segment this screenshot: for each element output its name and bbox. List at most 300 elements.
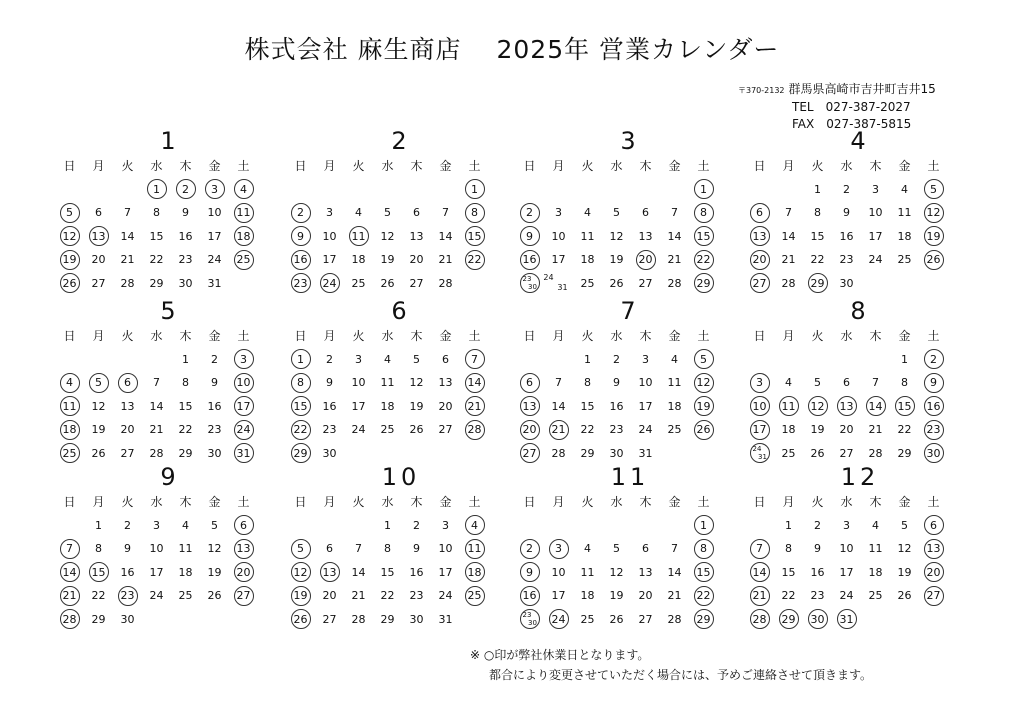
weekday-header: 火 xyxy=(121,495,134,510)
day-number: 6 xyxy=(843,376,850,390)
day-number: 4 xyxy=(872,518,879,532)
day-number: 16 xyxy=(120,565,135,579)
day-cell xyxy=(745,201,774,225)
holiday-mark: 5 xyxy=(694,349,714,369)
day-number: 15 xyxy=(178,399,193,413)
day-cell xyxy=(544,225,573,249)
weekday-header: 日 xyxy=(523,329,536,344)
day-cell xyxy=(774,537,803,561)
day-number: 26 xyxy=(810,446,825,460)
day-cell xyxy=(171,537,200,561)
day-number: 31 xyxy=(207,276,222,290)
holiday-mark: 15 xyxy=(694,226,714,246)
day-cell xyxy=(919,178,948,202)
day-cell xyxy=(803,178,832,202)
weekday-header: 火 xyxy=(352,329,365,344)
day-number: 7 xyxy=(355,542,362,556)
holiday-mark: 6 xyxy=(520,373,540,393)
day-number: 1 xyxy=(785,518,792,532)
day-cell xyxy=(861,178,890,202)
day-number: 2 xyxy=(814,518,821,532)
weekday-header: 月 xyxy=(323,495,336,510)
day-cell xyxy=(229,248,258,272)
day-cell xyxy=(774,272,803,296)
day-cell xyxy=(286,248,315,272)
day-number: 11 xyxy=(380,376,395,390)
day-cell xyxy=(431,248,460,272)
day-number: 21 xyxy=(120,253,135,267)
day-cell xyxy=(113,584,142,608)
day-number: 28 xyxy=(438,276,453,290)
day-number: 14 xyxy=(120,229,135,243)
day-number: 17 xyxy=(351,399,366,413)
empty-cell xyxy=(660,514,689,538)
holiday-mark: 6 xyxy=(750,203,770,223)
day-number: 23 xyxy=(409,589,424,603)
holiday-mark: 9 xyxy=(924,373,944,393)
empty-cell xyxy=(113,178,142,202)
day-number: 18 xyxy=(897,229,912,243)
day-cell xyxy=(689,395,718,419)
month-number: 1 xyxy=(160,127,180,155)
holiday-mark: 20 xyxy=(234,562,254,582)
day-cell xyxy=(200,348,229,372)
empty-cell xyxy=(373,178,402,202)
day-number: 14 xyxy=(667,229,682,243)
holiday-mark: 1 xyxy=(694,515,714,535)
day-cell xyxy=(344,248,373,272)
holiday-mark: 22 xyxy=(291,420,311,440)
day-cell xyxy=(803,537,832,561)
day-number: 6 xyxy=(642,542,649,556)
weekday-header: 木 xyxy=(639,159,652,174)
holiday-mark: 15 xyxy=(291,396,311,416)
day-cell xyxy=(113,561,142,585)
holiday-mark: 13 xyxy=(89,226,109,246)
weekday-header: 土 xyxy=(927,329,940,344)
day-number: 3 xyxy=(843,518,850,532)
empty-cell xyxy=(55,348,84,372)
day-number: 3 xyxy=(642,352,649,366)
day-number: 16 xyxy=(839,229,854,243)
day-number: 18 xyxy=(178,565,193,579)
day-cell xyxy=(373,225,402,249)
day-number: 22 xyxy=(781,589,796,603)
day-cell xyxy=(402,584,431,608)
day-number: 15 xyxy=(580,399,595,413)
day-number: 12 xyxy=(609,565,624,579)
weekday-header: 土 xyxy=(468,159,481,174)
weekday-header: 土 xyxy=(468,329,481,344)
day-cell xyxy=(631,348,660,372)
holiday-mark: 27 xyxy=(924,586,944,606)
holiday-mark: 15 xyxy=(89,562,109,582)
day-cell xyxy=(602,248,631,272)
day-number: 22 xyxy=(810,253,825,267)
day-number: 24 xyxy=(638,423,653,437)
day-cell xyxy=(431,225,460,249)
holiday-mark: 21 xyxy=(750,586,770,606)
empty-cell xyxy=(84,178,113,202)
day-cell xyxy=(689,584,718,608)
day-cell xyxy=(602,584,631,608)
month-number: 11 xyxy=(610,463,650,491)
weekday-header: 日 xyxy=(63,159,76,174)
day-cell xyxy=(745,608,774,632)
day-number: 14 xyxy=(149,399,164,413)
day-number: 16 xyxy=(609,399,624,413)
day-cell xyxy=(890,178,919,202)
day-number: 2 xyxy=(326,352,333,366)
empty-cell xyxy=(861,348,890,372)
holiday-mark: 24 xyxy=(549,609,569,629)
day-cell xyxy=(315,371,344,395)
empty-cell xyxy=(515,514,544,538)
day-number: 19 xyxy=(409,399,424,413)
day-cell xyxy=(890,395,919,419)
day-number: 13 xyxy=(638,229,653,243)
day-number: 14 xyxy=(781,229,796,243)
weekday-header: 月 xyxy=(552,159,565,174)
day-cell xyxy=(142,395,171,419)
day-number: 9 xyxy=(413,542,420,556)
day-cell xyxy=(689,418,718,442)
day-cell xyxy=(515,201,544,225)
holiday-mark: 14 xyxy=(866,396,886,416)
day-cell xyxy=(544,561,573,585)
day-cell xyxy=(803,514,832,538)
empty-cell xyxy=(745,178,774,202)
day-cell xyxy=(861,584,890,608)
day-cell xyxy=(200,371,229,395)
holiday-mark: 8 xyxy=(694,203,714,223)
day-cell xyxy=(431,537,460,561)
day-cell xyxy=(200,537,229,561)
holiday-mark: 3 xyxy=(205,179,225,199)
day-number: 17 xyxy=(839,565,854,579)
day-cell xyxy=(200,395,229,419)
holiday-mark: 29 xyxy=(694,609,714,629)
day-cell xyxy=(315,561,344,585)
holiday-mark: 13 xyxy=(750,226,770,246)
day-number: 31 xyxy=(638,446,653,460)
empty-cell xyxy=(660,178,689,202)
day-cell xyxy=(171,248,200,272)
weekday-header: 水 xyxy=(150,159,163,174)
day-cell xyxy=(373,584,402,608)
day-cell xyxy=(315,395,344,419)
day-cell xyxy=(890,418,919,442)
day-cell xyxy=(573,272,602,296)
holiday-mark: 24 31 xyxy=(750,443,770,463)
holiday-mark: 4 xyxy=(234,179,254,199)
month-grid xyxy=(55,154,258,295)
day-cell xyxy=(171,272,200,296)
day-number: 23 xyxy=(178,253,193,267)
day-number: 27 xyxy=(322,612,337,626)
day-cell xyxy=(602,561,631,585)
day-number: 1 xyxy=(95,518,102,532)
day-cell xyxy=(460,178,489,202)
holiday-mark: 11 xyxy=(234,203,254,223)
day-cell xyxy=(229,537,258,561)
holiday-mark: 29 xyxy=(291,443,311,463)
day-cell xyxy=(402,514,431,538)
day-cell xyxy=(515,395,544,419)
day-number: 2 xyxy=(124,518,131,532)
holiday-mark: 12 xyxy=(924,203,944,223)
day-number: 17 xyxy=(638,399,653,413)
day-cell xyxy=(631,371,660,395)
holiday-mark: 31 xyxy=(234,443,254,463)
day-number: 25 xyxy=(351,276,366,290)
day-cell xyxy=(55,561,84,585)
month-grid xyxy=(286,324,489,465)
day-cell xyxy=(919,395,948,419)
holiday-mark: 19 xyxy=(694,396,714,416)
holiday-mark: 28 xyxy=(750,609,770,629)
day-cell xyxy=(142,537,171,561)
day-number: 9 xyxy=(211,376,218,390)
day-number: 17 xyxy=(322,253,337,267)
day-number: 29 xyxy=(178,446,193,460)
holiday-mark: 8 xyxy=(465,203,485,223)
day-number: 16 xyxy=(322,399,337,413)
day-number: 28 xyxy=(120,276,135,290)
holiday-mark: 11 xyxy=(465,539,485,559)
day-number: 15 xyxy=(810,229,825,243)
day-number: 3 xyxy=(326,206,333,220)
holiday-mark: 6 xyxy=(234,515,254,535)
day-cell xyxy=(171,584,200,608)
day-number: 16 xyxy=(178,229,193,243)
day-number: 11 xyxy=(868,542,883,556)
day-cell xyxy=(689,348,718,372)
day-number: 9 xyxy=(124,542,131,556)
day-number: 6 xyxy=(642,206,649,220)
day-cell xyxy=(602,272,631,296)
day-cell xyxy=(745,371,774,395)
day-cell xyxy=(832,584,861,608)
weekday-header: 土 xyxy=(697,329,710,344)
month-number: 8 xyxy=(850,297,870,325)
day-number: 7 xyxy=(785,206,792,220)
empty-cell xyxy=(113,348,142,372)
empty-cell xyxy=(431,178,460,202)
weekday-header: 日 xyxy=(63,329,76,344)
day-cell xyxy=(689,514,718,538)
day-cell xyxy=(602,348,631,372)
day-cell xyxy=(315,418,344,442)
holiday-mark: 25 xyxy=(234,250,254,270)
day-number: 16 xyxy=(207,399,222,413)
empty-cell xyxy=(544,178,573,202)
weekday-header: 日 xyxy=(294,159,307,174)
day-number: 10 xyxy=(638,376,653,390)
day-number: 10 xyxy=(868,206,883,220)
day-cell xyxy=(286,442,315,466)
day-number: 25 xyxy=(178,589,193,603)
day-number: 27 xyxy=(409,276,424,290)
day-cell xyxy=(544,248,573,272)
day-cell xyxy=(544,418,573,442)
month-grid xyxy=(515,324,718,465)
day-cell xyxy=(745,418,774,442)
day-cell xyxy=(660,371,689,395)
day-cell xyxy=(890,201,919,225)
day-number: 3 xyxy=(355,352,362,366)
day-number: 9 xyxy=(326,376,333,390)
day-cell xyxy=(890,561,919,585)
day-cell xyxy=(832,371,861,395)
day-cell xyxy=(315,584,344,608)
day-cell xyxy=(55,201,84,225)
day-cell xyxy=(602,201,631,225)
day-number: 22 xyxy=(91,589,106,603)
day-cell xyxy=(890,537,919,561)
holiday-mark: 13 xyxy=(234,539,254,559)
holiday-mark: 10 xyxy=(750,396,770,416)
day-cell xyxy=(745,584,774,608)
day-cell xyxy=(832,537,861,561)
day-number: 10 xyxy=(322,229,337,243)
day-number: 7 xyxy=(671,542,678,556)
day-number: 17 xyxy=(551,589,566,603)
day-cell xyxy=(431,561,460,585)
day-number: 23 xyxy=(839,253,854,267)
weekday-header: 火 xyxy=(811,159,824,174)
weekday-header: 木 xyxy=(410,159,423,174)
day-cell xyxy=(84,608,113,632)
day-cell xyxy=(919,514,948,538)
weekday-header: 水 xyxy=(610,495,623,510)
day-cell xyxy=(460,514,489,538)
day-cell xyxy=(832,272,861,296)
day-cell xyxy=(631,201,660,225)
day-cell xyxy=(573,395,602,419)
day-cell xyxy=(660,248,689,272)
holiday-mark: 13 xyxy=(320,562,340,582)
holiday-mark: 19 xyxy=(60,250,80,270)
day-cell xyxy=(460,537,489,561)
day-cell xyxy=(774,418,803,442)
day-number: 6 xyxy=(413,206,420,220)
day-cell xyxy=(286,418,315,442)
day-cell xyxy=(229,225,258,249)
holiday-mark: 8 xyxy=(291,373,311,393)
holiday-mark: 29 xyxy=(808,273,828,293)
day-number: 3 xyxy=(153,518,160,532)
day-cell xyxy=(171,514,200,538)
day-number: 20 xyxy=(409,253,424,267)
holiday-mark: 7 xyxy=(465,349,485,369)
day-cell xyxy=(402,608,431,632)
day-cell xyxy=(919,418,948,442)
day-cell xyxy=(55,608,84,632)
day-cell xyxy=(890,348,919,372)
day-cell xyxy=(113,395,142,419)
day-cell xyxy=(229,584,258,608)
empty-cell xyxy=(286,514,315,538)
holiday-mark: 31 xyxy=(837,609,857,629)
day-cell xyxy=(832,178,861,202)
day-cell xyxy=(373,608,402,632)
day-cell xyxy=(602,395,631,419)
weekday-header: 水 xyxy=(381,495,394,510)
day-number: 7 xyxy=(555,376,562,390)
day-number: 19 xyxy=(91,423,106,437)
empty-cell xyxy=(602,514,631,538)
day-cell xyxy=(774,514,803,538)
day-number: 7 xyxy=(153,376,160,390)
empty-cell xyxy=(631,178,660,202)
day-cell xyxy=(373,395,402,419)
day-number: 30 xyxy=(207,446,222,460)
day-cell xyxy=(689,248,718,272)
holiday-mark: 6 xyxy=(118,373,138,393)
day-number: 4 xyxy=(584,542,591,556)
day-cell xyxy=(861,561,890,585)
day-number: 7 xyxy=(124,206,131,220)
holiday-mark: 1 xyxy=(465,179,485,199)
holiday-mark: 28 xyxy=(465,420,485,440)
day-number: 18 xyxy=(580,253,595,267)
day-number: 29 xyxy=(91,612,106,626)
day-number: 5 xyxy=(413,352,420,366)
day-cell xyxy=(315,348,344,372)
day-number: 25 xyxy=(580,612,595,626)
day-cell xyxy=(660,225,689,249)
holiday-mark: 12 xyxy=(60,226,80,246)
day-cell xyxy=(402,248,431,272)
day-cell xyxy=(200,178,229,202)
empty-cell xyxy=(544,514,573,538)
holiday-mark: 11 xyxy=(60,396,80,416)
holiday-mark: 1 xyxy=(291,349,311,369)
day-cell xyxy=(689,371,718,395)
weekday-header: 水 xyxy=(150,495,163,510)
day-number: 19 xyxy=(207,565,222,579)
day-cell xyxy=(919,442,948,466)
holiday-mark: 13 xyxy=(837,396,857,416)
holiday-mark: 20 xyxy=(636,250,656,270)
day-number: 13 xyxy=(409,229,424,243)
day-cell xyxy=(344,584,373,608)
holiday-mark: 14 xyxy=(60,562,80,582)
day-cell xyxy=(402,561,431,585)
empty-cell xyxy=(402,178,431,202)
day-number: 29 xyxy=(580,446,595,460)
day-cell xyxy=(631,561,660,585)
weekday-header: 金 xyxy=(208,159,221,174)
day-cell xyxy=(460,348,489,372)
day-number: 8 xyxy=(814,206,821,220)
day-number: 5 xyxy=(613,206,620,220)
day-cell xyxy=(832,225,861,249)
day-number: 12 xyxy=(409,376,424,390)
weekday-header: 水 xyxy=(840,159,853,174)
day-cell xyxy=(460,395,489,419)
day-cell xyxy=(286,608,315,632)
day-cell xyxy=(573,442,602,466)
day-cell xyxy=(544,272,573,296)
day-number: 30 xyxy=(322,446,337,460)
day-cell xyxy=(113,272,142,296)
holiday-mark: 2 xyxy=(520,203,540,223)
day-cell xyxy=(373,272,402,296)
day-cell xyxy=(573,371,602,395)
day-cell xyxy=(573,248,602,272)
